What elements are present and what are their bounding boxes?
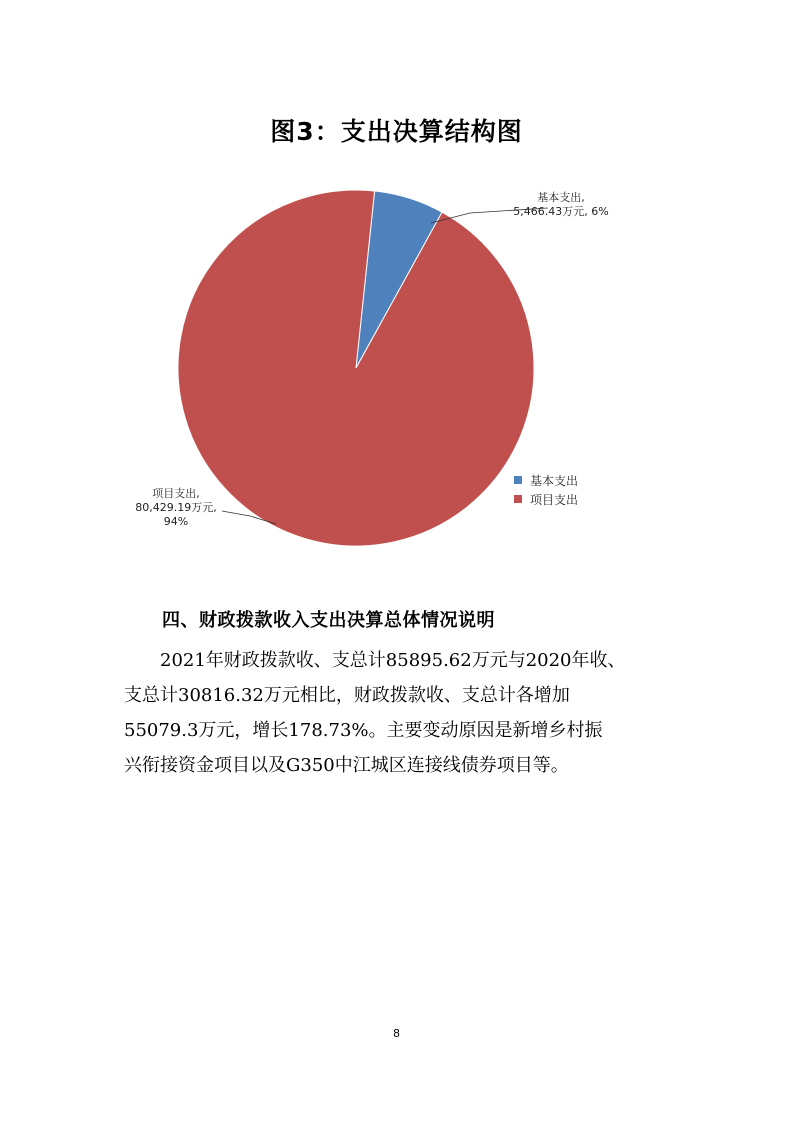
data-label-basic-line2: 5,466.43万元, 6% <box>513 205 609 218</box>
data-label-project-line2: 80,429.19万元, <box>135 501 217 514</box>
body-line-2: 支总计30816.32万元相比，财政拨款收、支总计各增加 <box>124 685 570 706</box>
body-line-3: 55079.3万元，增长178.73%。主要变动原因是新增乡村振 <box>124 720 603 741</box>
body-line-1: 2021年财政拨款收、支总计85895.62万元与2020年收、 <box>160 650 626 671</box>
data-label-basic-line1: 基本支出, <box>537 191 585 204</box>
data-label-project-line1: 项目支出, <box>152 487 200 500</box>
pie-slices <box>178 190 534 546</box>
legend-label-project: 项目支出 <box>530 493 579 507</box>
chart-title: 图3：支出决算结构图 <box>270 117 523 146</box>
legend-swatch-basic <box>514 476 522 484</box>
page-number: 8 <box>393 1027 400 1040</box>
data-label-project-line3: 94% <box>163 515 189 528</box>
section-heading: 四、财政拨款收入支出决算总体情况说明 <box>162 610 495 631</box>
body-paragraph <box>124 643 689 783</box>
legend-label-basic: 基本支出 <box>530 474 579 488</box>
body-line-4: 兴衔接资金项目以及G350中江城区连接线债券项目等。 <box>124 755 569 776</box>
pie-slice-project <box>178 190 534 546</box>
legend-swatch-project <box>514 495 522 503</box>
